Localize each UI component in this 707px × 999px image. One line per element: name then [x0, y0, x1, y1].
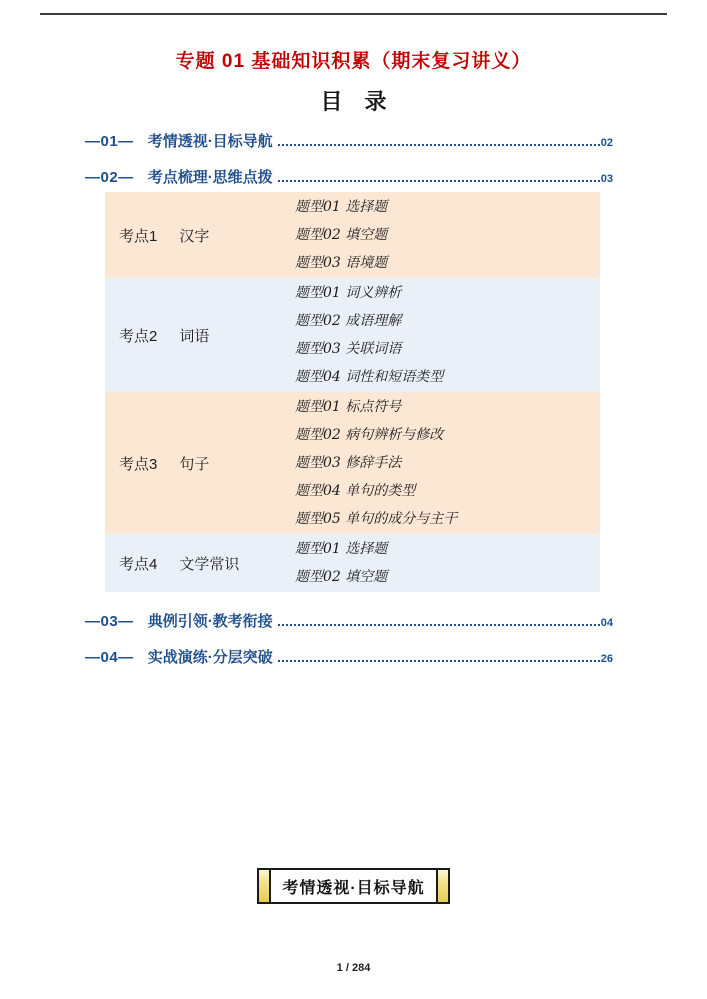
question-type-item: 题型03 修辞手法	[295, 455, 402, 471]
exam-points-table	[105, 192, 600, 592]
scroll-end-right	[436, 870, 448, 902]
question-type-item: 题型01 选择题	[295, 199, 388, 215]
question-type-item: 题型03 关联词语	[295, 341, 402, 357]
toc-entry-02[interactable]	[85, 166, 613, 187]
toc-entry-page: 04	[600, 617, 613, 629]
exam-point-cell	[105, 534, 283, 592]
exam-point-number: 考点4	[119, 555, 158, 573]
exam-point-topic: 文学常识	[179, 555, 240, 573]
dot-leader	[278, 144, 600, 146]
question-type-item: 题型02 病句辨析与修改	[295, 427, 444, 443]
toc-entry-number: —02—	[85, 169, 134, 186]
scroll-end-left	[259, 870, 271, 902]
question-type-item: 题型01 词义辨析	[295, 285, 402, 301]
question-types-cell	[283, 192, 600, 278]
exam-point-topic: 句子	[179, 455, 210, 473]
toc-heading: 目 录	[320, 89, 387, 114]
dot-leader	[278, 180, 600, 182]
toc-entry-01[interactable]	[85, 130, 613, 151]
question-type-item: 题型02 填空题	[295, 227, 388, 243]
toc-entry-page: 02	[600, 137, 613, 149]
question-type-item: 题型01 选择题	[295, 541, 388, 557]
toc-entry-number: —03—	[85, 613, 134, 630]
question-types-cell	[283, 534, 600, 592]
toc-entry-page: 26	[600, 653, 613, 665]
exam-point-number: 考点1	[119, 227, 158, 245]
toc-entry-label: 考情透视·目标导航	[147, 133, 273, 150]
table-row	[105, 278, 600, 392]
exam-point-topic: 汉字	[179, 227, 210, 245]
question-type-item: 题型02 成语理解	[295, 313, 402, 329]
toc-entry-label: 考点梳理·思维点拨	[147, 169, 273, 186]
table-row	[105, 534, 600, 592]
question-type-item: 题型04 单句的类型	[295, 483, 416, 499]
section-scroll-banner	[257, 868, 450, 904]
page-number-indicator: 1 / 284	[336, 962, 371, 974]
question-type-item: 题型01 标点符号	[295, 399, 402, 415]
exam-point-cell	[105, 392, 283, 534]
question-type-item: 题型03 语境题	[295, 255, 388, 271]
question-type-item: 题型02 填空题	[295, 569, 388, 585]
toc-entry-number: —01—	[85, 133, 134, 150]
toc-entry-page: 03	[600, 173, 613, 185]
dot-leader	[278, 660, 600, 662]
question-types-cell	[283, 278, 600, 392]
exam-point-cell	[105, 278, 283, 392]
table-row	[105, 392, 600, 534]
section-banner-label: 考情透视·目标导航	[282, 879, 425, 897]
question-type-item: 题型04 词性和短语类型	[295, 369, 444, 385]
exam-point-cell	[105, 192, 283, 278]
question-types-cell	[283, 392, 600, 534]
question-type-item: 题型05 单句的成分与主干	[295, 511, 458, 527]
exam-point-topic: 词语	[179, 327, 210, 345]
toc-entry-03[interactable]	[85, 610, 613, 631]
toc-entry-number: —04—	[85, 649, 134, 666]
exam-point-number: 考点3	[119, 455, 158, 473]
toc-entry-label: 实战演练·分层突破	[147, 649, 273, 666]
toc-entry-label: 典例引领·教考衔接	[147, 613, 273, 630]
dot-leader	[278, 624, 600, 626]
top-border-line	[40, 13, 667, 15]
document-title: 专题 01 基础知识积累（期末复习讲义）	[175, 51, 532, 72]
toc-entry-04[interactable]	[85, 646, 613, 667]
exam-point-number: 考点2	[119, 327, 158, 345]
table-row	[105, 192, 600, 278]
